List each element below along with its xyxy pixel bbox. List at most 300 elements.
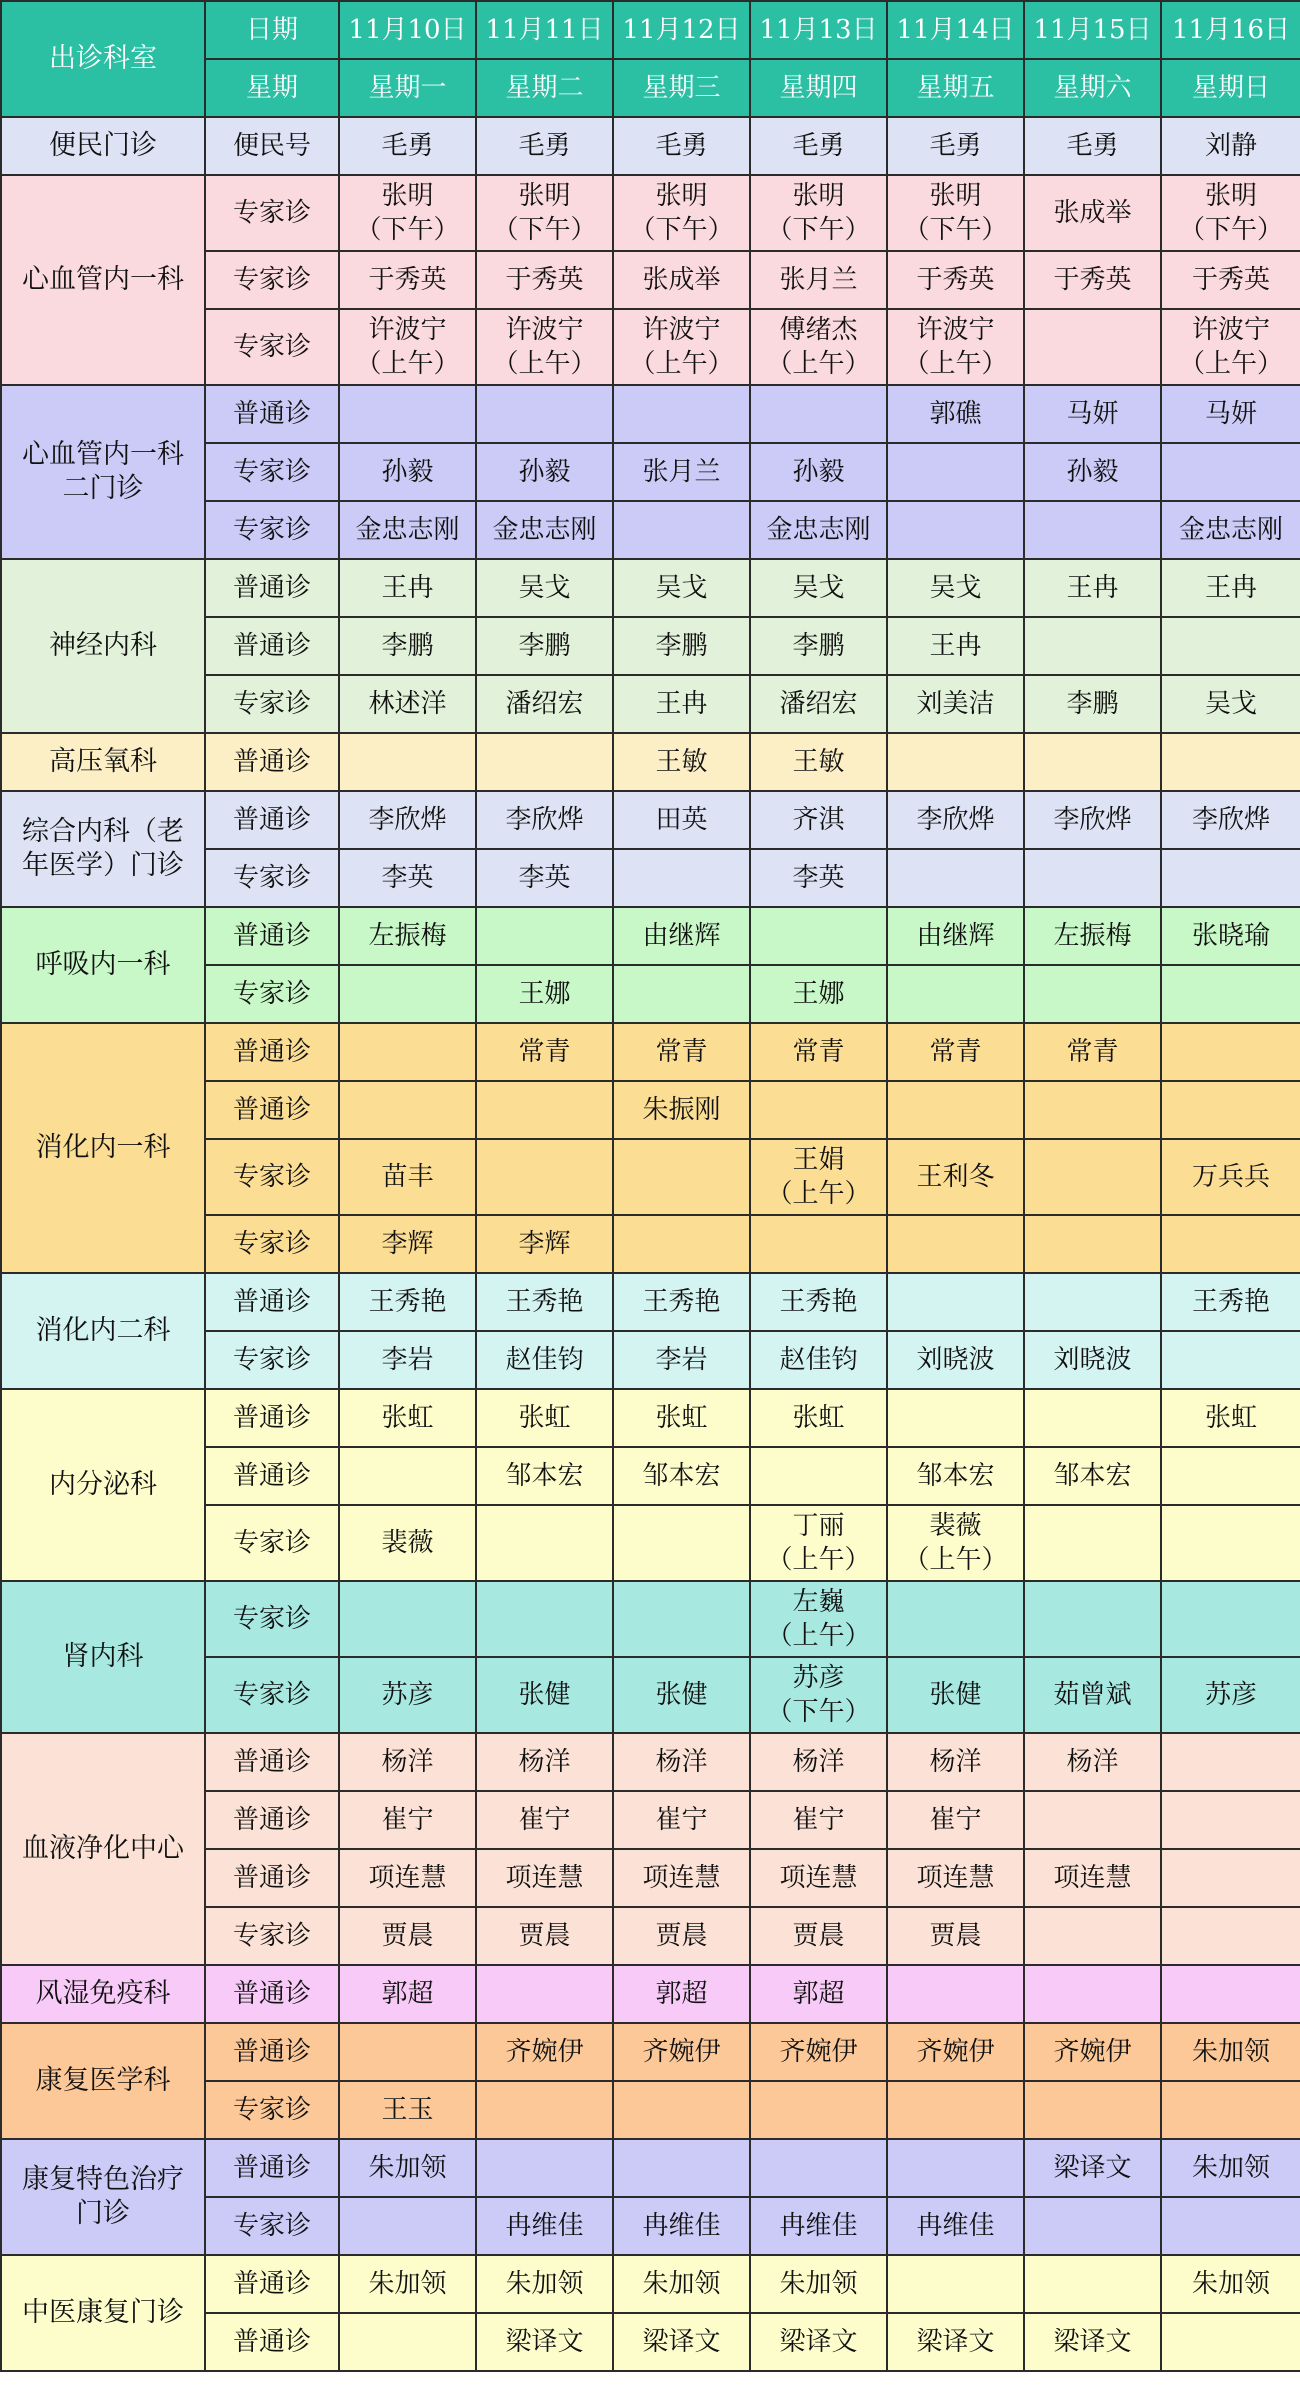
doctor-cell bbox=[887, 1389, 1024, 1447]
doctor-cell bbox=[750, 1965, 887, 2023]
clinic-type: 普通诊 bbox=[205, 1273, 339, 1331]
department-name bbox=[1, 791, 205, 907]
doctor-cell bbox=[887, 791, 1024, 849]
schedule-row bbox=[1, 791, 1300, 849]
doctor-cell bbox=[1161, 2313, 1300, 2371]
doctor-cell bbox=[750, 1023, 887, 1081]
weekday-header: 星期日 bbox=[1161, 59, 1300, 117]
doctor-cell bbox=[339, 733, 476, 791]
doctor-name: 张成举 bbox=[642, 265, 721, 295]
schedule-row bbox=[1, 1273, 1300, 1331]
doctor-cell bbox=[887, 965, 1024, 1023]
doctor-name: 郭超 bbox=[381, 1979, 434, 2009]
doctor-cell bbox=[1161, 2023, 1300, 2081]
doctor-cell bbox=[613, 1273, 750, 1331]
doctor-cell bbox=[1161, 675, 1300, 733]
doctor-cell bbox=[476, 849, 613, 907]
doctor-cell bbox=[613, 1331, 750, 1389]
doctor-name: 马妍 bbox=[1204, 399, 1257, 429]
doctor-name: 左振梅 bbox=[368, 921, 447, 951]
clinic-type: 普通诊 bbox=[205, 1733, 339, 1791]
doctor-cell bbox=[339, 675, 476, 733]
session-time: （上午） bbox=[766, 1621, 871, 1651]
doctor-cell bbox=[1024, 117, 1161, 175]
doctor-cell bbox=[476, 791, 613, 849]
doctor-cell bbox=[476, 175, 613, 251]
clinic-type: 普通诊 bbox=[205, 2313, 339, 2371]
clinic-type: 专家诊 bbox=[205, 2197, 339, 2255]
department-name bbox=[1, 907, 205, 1023]
doctor-name: 项连慧 bbox=[642, 1863, 721, 1893]
doctor-name: 潘绍宏 bbox=[505, 689, 584, 719]
doctor-cell bbox=[887, 1733, 1024, 1791]
doctor-cell bbox=[1161, 2255, 1300, 2313]
doctor-name: 张明 bbox=[381, 181, 434, 211]
doctor-cell bbox=[1161, 1273, 1300, 1331]
clinic-type: 便民号 bbox=[205, 117, 339, 175]
doctor-cell bbox=[1024, 385, 1161, 443]
doctor-cell bbox=[750, 1849, 887, 1907]
doctor-cell bbox=[613, 2197, 750, 2255]
doctor-cell bbox=[887, 1965, 1024, 2023]
doctor-name: 刘美洁 bbox=[916, 689, 995, 719]
schedule-row bbox=[1, 175, 1300, 251]
doctor-cell bbox=[1161, 309, 1300, 385]
doctor-cell bbox=[1161, 2197, 1300, 2255]
doctor-name: 许波宁 bbox=[368, 315, 447, 345]
doctor-cell bbox=[613, 1657, 750, 1733]
doctor-cell bbox=[887, 2081, 1024, 2139]
doctor-cell bbox=[750, 1331, 887, 1389]
doctor-cell bbox=[476, 1389, 613, 1447]
clinic-type: 普通诊 bbox=[205, 1081, 339, 1139]
doctor-cell bbox=[750, 117, 887, 175]
doctor-cell bbox=[1024, 2081, 1161, 2139]
doctor-cell bbox=[887, 2023, 1024, 2081]
doctor-cell bbox=[339, 907, 476, 965]
doctor-cell bbox=[750, 1791, 887, 1849]
doctor-cell bbox=[476, 2255, 613, 2313]
doctor-name: 项连慧 bbox=[779, 1863, 858, 1893]
doctor-name: 万兵兵 bbox=[1191, 1162, 1270, 1192]
department-name-line: 内分泌科 bbox=[49, 1469, 157, 1500]
doctor-cell bbox=[339, 175, 476, 251]
doctor-cell bbox=[887, 617, 1024, 675]
doctor-name: 刘晓波 bbox=[1053, 1345, 1132, 1375]
department-name bbox=[1, 1733, 205, 1965]
doctor-name: 许波宁 bbox=[505, 315, 584, 345]
doctor-cell bbox=[750, 2081, 887, 2139]
doctor-name: 王娜 bbox=[518, 979, 571, 1009]
date-header: 11月13日 bbox=[750, 1, 887, 59]
doctor-cell bbox=[613, 1505, 750, 1581]
doctor-cell bbox=[613, 849, 750, 907]
doctor-cell bbox=[1024, 2255, 1161, 2313]
doctor-name: 吴戈 bbox=[1204, 689, 1257, 719]
doctor-name: 王冉 bbox=[1204, 573, 1257, 603]
doctor-name: 许波宁 bbox=[642, 315, 721, 345]
clinic-type: 普通诊 bbox=[205, 1849, 339, 1907]
doctor-name: 梁译文 bbox=[779, 2327, 858, 2357]
doctor-cell bbox=[1161, 1023, 1300, 1081]
clinic-type: 专家诊 bbox=[205, 443, 339, 501]
doctor-cell bbox=[613, 675, 750, 733]
doctor-cell bbox=[750, 1081, 887, 1139]
doctor-cell bbox=[750, 309, 887, 385]
doctor-cell bbox=[1161, 1965, 1300, 2023]
doctor-name: 张虹 bbox=[655, 1403, 708, 1433]
doctor-name: 项连慧 bbox=[916, 1863, 995, 1893]
doctor-cell bbox=[887, 385, 1024, 443]
doctor-cell bbox=[1161, 1849, 1300, 1907]
doctor-name: 李鹏 bbox=[381, 631, 434, 661]
department-name-line: 高压氧科 bbox=[49, 746, 157, 777]
clinic-type: 专家诊 bbox=[205, 1581, 339, 1657]
department-name-line: 康复医学科 bbox=[35, 2065, 171, 2096]
doctor-cell bbox=[613, 1215, 750, 1273]
doctor-name: 邹本宏 bbox=[916, 1461, 995, 1491]
doctor-cell bbox=[1024, 1215, 1161, 1273]
doctor-cell bbox=[887, 1849, 1024, 1907]
clinic-type: 专家诊 bbox=[205, 501, 339, 559]
doctor-cell bbox=[887, 1139, 1024, 1215]
doctor-name: 李欣烨 bbox=[1191, 805, 1270, 835]
doctor-cell bbox=[1024, 501, 1161, 559]
doctor-name: 贾晨 bbox=[655, 1921, 708, 1951]
doctor-name: 贾晨 bbox=[929, 1921, 982, 1951]
doctor-cell bbox=[750, 791, 887, 849]
schedule-row bbox=[1, 1581, 1300, 1657]
doctor-cell bbox=[339, 1215, 476, 1273]
doctor-cell bbox=[750, 617, 887, 675]
doctor-name: 许波宁 bbox=[916, 315, 995, 345]
doctor-cell bbox=[750, 2197, 887, 2255]
doctor-cell bbox=[750, 1505, 887, 1581]
doctor-name: 吴戈 bbox=[655, 573, 708, 603]
doctor-cell bbox=[1024, 2023, 1161, 2081]
doctor-name: 毛勇 bbox=[1066, 131, 1119, 161]
doctor-name: 贾晨 bbox=[792, 1921, 845, 1951]
doctor-cell bbox=[339, 1849, 476, 1907]
doctor-cell bbox=[476, 1733, 613, 1791]
doctor-cell bbox=[750, 965, 887, 1023]
clinic-type: 普通诊 bbox=[205, 791, 339, 849]
department-name-line: 综合内科（老 bbox=[22, 816, 184, 847]
doctor-cell bbox=[1161, 1139, 1300, 1215]
doctor-cell bbox=[339, 1447, 476, 1505]
doctor-cell bbox=[339, 251, 476, 309]
doctor-cell bbox=[476, 2023, 613, 2081]
doctor-cell bbox=[1024, 559, 1161, 617]
doctor-name: 李欣烨 bbox=[916, 805, 995, 835]
doctor-cell bbox=[476, 2081, 613, 2139]
doctor-name: 毛勇 bbox=[381, 131, 434, 161]
doctor-cell bbox=[476, 1273, 613, 1331]
doctor-cell bbox=[339, 309, 476, 385]
session-time: （上午） bbox=[766, 1179, 871, 1209]
doctor-name: 金忠志刚 bbox=[766, 515, 871, 545]
doctor-cell bbox=[1161, 1733, 1300, 1791]
doctor-cell bbox=[476, 907, 613, 965]
doctor-name: 王娟 bbox=[792, 1145, 845, 1175]
doctor-name: 吴戈 bbox=[929, 573, 982, 603]
doctor-cell bbox=[476, 617, 613, 675]
doctor-cell bbox=[887, 907, 1024, 965]
date-label: 日期 bbox=[205, 1, 339, 59]
department-name bbox=[1, 1581, 205, 1733]
clinic-type: 专家诊 bbox=[205, 1907, 339, 1965]
doctor-cell bbox=[613, 1139, 750, 1215]
doctor-cell bbox=[1024, 1081, 1161, 1139]
doctor-cell bbox=[339, 849, 476, 907]
department-name-line: 便民门诊 bbox=[49, 130, 157, 161]
doctor-cell bbox=[887, 1907, 1024, 1965]
department-name bbox=[1, 2139, 205, 2255]
doctor-name: 项连慧 bbox=[368, 1863, 447, 1893]
session-time: （上午） bbox=[1178, 349, 1283, 379]
doctor-cell bbox=[887, 2139, 1024, 2197]
doctor-cell bbox=[887, 1505, 1024, 1581]
doctor-name: 齐婉伊 bbox=[779, 2037, 858, 2067]
doctor-name: 梁译文 bbox=[1053, 2327, 1132, 2357]
doctor-cell bbox=[613, 385, 750, 443]
doctor-name: 李英 bbox=[381, 863, 434, 893]
doctor-name: 崔宁 bbox=[655, 1805, 708, 1835]
doctor-cell bbox=[1024, 733, 1161, 791]
doctor-cell bbox=[1024, 2139, 1161, 2197]
clinic-type: 专家诊 bbox=[205, 675, 339, 733]
doctor-name: 傅绪杰 bbox=[779, 315, 858, 345]
session-time: （下午） bbox=[355, 215, 460, 245]
doctor-cell bbox=[476, 1849, 613, 1907]
doctor-name: 由继辉 bbox=[916, 921, 995, 951]
doctor-cell bbox=[750, 559, 887, 617]
doctor-cell bbox=[339, 617, 476, 675]
doctor-name: 冉维佳 bbox=[779, 2211, 858, 2241]
schedule-row bbox=[1, 1733, 1300, 1791]
doctor-name: 王秀艳 bbox=[642, 1287, 721, 1317]
doctor-cell bbox=[339, 1389, 476, 1447]
doctor-name: 朱加领 bbox=[368, 2153, 447, 2183]
doctor-name: 张明 bbox=[929, 181, 982, 211]
doctor-cell bbox=[476, 2313, 613, 2371]
clinic-type: 普通诊 bbox=[205, 1023, 339, 1081]
doctor-cell bbox=[339, 1581, 476, 1657]
doctor-cell bbox=[613, 1733, 750, 1791]
doctor-cell bbox=[750, 1215, 887, 1273]
doctor-name: 孙毅 bbox=[381, 457, 434, 487]
doctor-cell bbox=[613, 175, 750, 251]
doctor-cell bbox=[750, 2139, 887, 2197]
doctor-name: 马妍 bbox=[1066, 399, 1119, 429]
date-header: 11月16日 bbox=[1161, 1, 1300, 59]
schedule-row bbox=[1, 2255, 1300, 2313]
date-header: 11月11日 bbox=[476, 1, 613, 59]
doctor-cell bbox=[476, 559, 613, 617]
doctor-name: 李鹏 bbox=[1066, 689, 1119, 719]
clinic-type: 普通诊 bbox=[205, 2255, 339, 2313]
doctor-name: 于秀英 bbox=[1191, 265, 1270, 295]
doctor-cell bbox=[750, 1581, 887, 1657]
doctor-cell bbox=[1024, 1389, 1161, 1447]
doctor-cell bbox=[339, 2313, 476, 2371]
doctor-name: 丁丽 bbox=[792, 1511, 845, 1541]
doctor-cell bbox=[1024, 443, 1161, 501]
department-name bbox=[1, 559, 205, 733]
doctor-cell bbox=[339, 1023, 476, 1081]
doctor-cell bbox=[887, 1273, 1024, 1331]
doctor-cell bbox=[750, 1139, 887, 1215]
doctor-cell bbox=[1161, 1215, 1300, 1273]
doctor-cell bbox=[750, 2023, 887, 2081]
doctor-cell bbox=[476, 1215, 613, 1273]
doctor-cell bbox=[1024, 1791, 1161, 1849]
doctor-cell bbox=[1024, 251, 1161, 309]
session-time: （下午） bbox=[766, 215, 871, 245]
doctor-name: 张明 bbox=[792, 181, 845, 211]
doctor-cell bbox=[1161, 1505, 1300, 1581]
clinic-type: 专家诊 bbox=[205, 251, 339, 309]
clinic-type: 普通诊 bbox=[205, 1389, 339, 1447]
doctor-cell bbox=[339, 2139, 476, 2197]
doctor-cell bbox=[1161, 2139, 1300, 2197]
session-time: （上午） bbox=[903, 1545, 1008, 1575]
doctor-cell bbox=[1161, 251, 1300, 309]
doctor-name: 郭超 bbox=[655, 1979, 708, 2009]
doctor-cell bbox=[887, 733, 1024, 791]
doctor-cell bbox=[1024, 849, 1161, 907]
doctor-name: 常青 bbox=[792, 1037, 845, 1067]
doctor-name: 梁译文 bbox=[505, 2327, 584, 2357]
doctor-name: 王冉 bbox=[1066, 573, 1119, 603]
header-date-row bbox=[1, 1, 1300, 59]
doctor-name: 张虹 bbox=[792, 1403, 845, 1433]
doctor-cell bbox=[613, 443, 750, 501]
doctor-name: 李鹏 bbox=[518, 631, 571, 661]
doctor-cell bbox=[750, 1907, 887, 1965]
doctor-cell bbox=[1161, 1081, 1300, 1139]
doctor-cell bbox=[887, 675, 1024, 733]
doctor-cell bbox=[1161, 1907, 1300, 1965]
doctor-name: 王冉 bbox=[929, 631, 982, 661]
doctor-name: 毛勇 bbox=[792, 131, 845, 161]
department-name bbox=[1, 2255, 205, 2371]
doctor-name: 张虹 bbox=[1204, 1403, 1257, 1433]
doctor-name: 左振梅 bbox=[1053, 921, 1132, 951]
schedule-row bbox=[1, 1389, 1300, 1447]
doctor-name: 田英 bbox=[655, 805, 708, 835]
date-header: 11月15日 bbox=[1024, 1, 1161, 59]
department-name-line: 心血管内一科 bbox=[22, 264, 184, 295]
doctor-name: 于秀英 bbox=[505, 265, 584, 295]
department-name bbox=[1, 1023, 205, 1273]
department-name-line: 消化内一科 bbox=[35, 1132, 171, 1163]
doctor-cell bbox=[1161, 1791, 1300, 1849]
doctor-cell bbox=[613, 733, 750, 791]
doctor-name: 朱加领 bbox=[1191, 2269, 1270, 2299]
doctor-name: 金忠志刚 bbox=[355, 515, 460, 545]
schedule-row bbox=[1, 907, 1300, 965]
doctor-name: 王秀艳 bbox=[1191, 1287, 1270, 1317]
doctor-cell bbox=[339, 1791, 476, 1849]
doctor-cell bbox=[339, 501, 476, 559]
doctor-cell bbox=[887, 559, 1024, 617]
doctor-cell bbox=[339, 1657, 476, 1733]
schedule-row bbox=[1, 733, 1300, 791]
doctor-name: 朱加领 bbox=[1191, 2037, 1270, 2067]
doctor-name: 孙毅 bbox=[518, 457, 571, 487]
clinic-type: 普通诊 bbox=[205, 559, 339, 617]
doctor-name: 齐淇 bbox=[792, 805, 845, 835]
doctor-name: 张月兰 bbox=[779, 265, 858, 295]
doctor-name: 张成举 bbox=[1053, 198, 1132, 228]
doctor-cell bbox=[339, 1273, 476, 1331]
doctor-cell bbox=[339, 2081, 476, 2139]
doctor-cell bbox=[613, 907, 750, 965]
doctor-name: 许波宁 bbox=[1191, 315, 1270, 345]
doctor-cell bbox=[1161, 1331, 1300, 1389]
clinic-type: 专家诊 bbox=[205, 309, 339, 385]
department-name-line: 康复特色治疗 bbox=[22, 2164, 184, 2195]
doctor-name: 崔宁 bbox=[929, 1805, 982, 1835]
doctor-name: 邹本宏 bbox=[505, 1461, 584, 1491]
date-header: 11月14日 bbox=[887, 1, 1024, 59]
doctor-cell bbox=[887, 2313, 1024, 2371]
doctor-cell bbox=[887, 2255, 1024, 2313]
doctor-cell bbox=[1161, 1447, 1300, 1505]
doctor-name: 朱加领 bbox=[1191, 2153, 1270, 2183]
doctor-cell bbox=[613, 2081, 750, 2139]
date-header: 11月10日 bbox=[339, 1, 476, 59]
doctor-cell bbox=[339, 1733, 476, 1791]
session-time: （上午） bbox=[766, 1545, 871, 1575]
doctor-name: 李辉 bbox=[381, 1229, 434, 1259]
doctor-cell bbox=[1161, 1657, 1300, 1733]
doctor-cell bbox=[1024, 617, 1161, 675]
doctor-name: 王秀艳 bbox=[779, 1287, 858, 1317]
doctor-cell bbox=[339, 1907, 476, 1965]
doctor-name: 张月兰 bbox=[642, 457, 721, 487]
doctor-cell bbox=[339, 385, 476, 443]
doctor-cell bbox=[1024, 1447, 1161, 1505]
doctor-name: 赵佳钧 bbox=[505, 1345, 584, 1375]
doctor-cell bbox=[1024, 309, 1161, 385]
clinic-type: 专家诊 bbox=[205, 1331, 339, 1389]
doctor-cell bbox=[887, 309, 1024, 385]
doctor-name: 冉维佳 bbox=[916, 2211, 995, 2241]
doctor-cell bbox=[750, 907, 887, 965]
doctor-cell bbox=[1161, 1389, 1300, 1447]
doctor-name: 李英 bbox=[518, 863, 571, 893]
department-name-line: 消化内二科 bbox=[35, 1315, 171, 1346]
department-name-line: 年医学）门诊 bbox=[22, 850, 184, 881]
doctor-cell bbox=[613, 309, 750, 385]
doctor-name: 张晓瑜 bbox=[1191, 921, 1270, 951]
doctor-name: 李欣烨 bbox=[1053, 805, 1132, 835]
department-name-line: 中医康复门诊 bbox=[22, 2297, 184, 2328]
doctor-name: 崔宁 bbox=[518, 1805, 571, 1835]
clinic-type: 普通诊 bbox=[205, 733, 339, 791]
doctor-name: 李岩 bbox=[655, 1345, 708, 1375]
doctor-cell bbox=[476, 1965, 613, 2023]
doctor-name: 由继辉 bbox=[642, 921, 721, 951]
doctor-name: 刘晓波 bbox=[916, 1345, 995, 1375]
clinic-type: 普通诊 bbox=[205, 2023, 339, 2081]
doctor-cell bbox=[1024, 1139, 1161, 1215]
doctor-cell bbox=[476, 1505, 613, 1581]
doctor-cell bbox=[1024, 1907, 1161, 1965]
doctor-cell bbox=[339, 791, 476, 849]
